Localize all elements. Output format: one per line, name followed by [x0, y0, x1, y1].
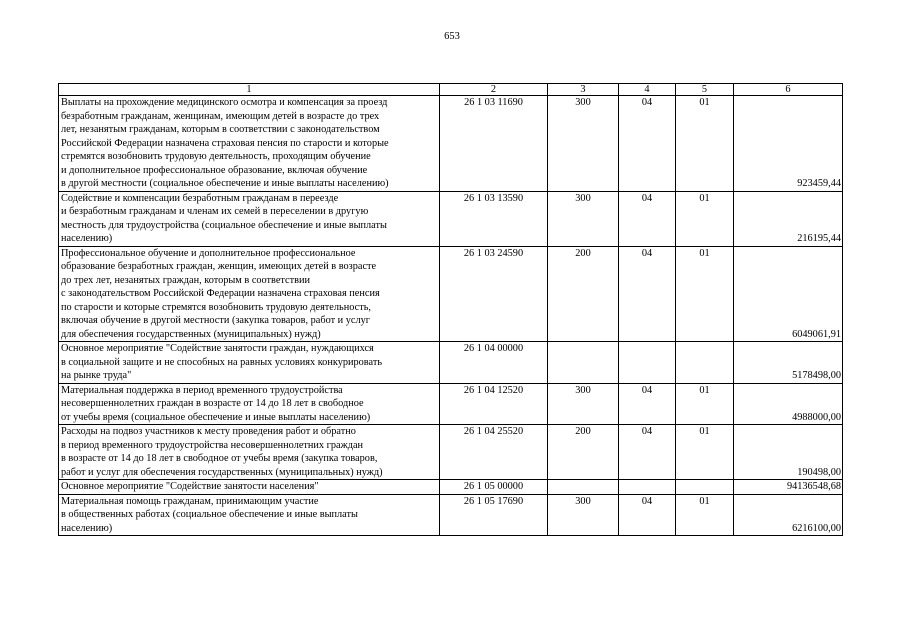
expense-name-line: для обеспечения государственных (муниципальных) нужд): [61, 328, 321, 340]
expense-name-cell: [59, 342, 440, 384]
expense-type-code-cell: [548, 480, 619, 495]
section-code-cell: 04: [619, 246, 676, 342]
table-row: [59, 494, 843, 536]
section-code-cell: [619, 342, 676, 384]
amount-cell: 216195,44: [734, 191, 843, 246]
expense-name-cell: [59, 191, 440, 246]
target-article-code-cell: 26 1 04 12520: [440, 383, 548, 425]
header-col-2: 2: [440, 84, 548, 96]
subsection-code-cell: 01: [676, 191, 734, 246]
subsection-code-cell: 01: [676, 425, 734, 480]
target-article-code-cell: 26 1 05 00000: [440, 480, 548, 495]
expense-name-line: и безработным гражданам и членам их семей в переселении в другую: [61, 206, 369, 217]
expense-name-line: от учебы время (социальное обеспечение и иные выплаты населению): [61, 411, 371, 423]
expense-name-line: Материальная помощь гражданам, принимающим участие: [61, 495, 319, 507]
expense-name-line: Основное мероприятие "Содействие занятости населения": [61, 481, 319, 492]
amount-cell: 190498,00: [734, 425, 843, 480]
page-number: 653: [444, 31, 460, 42]
budget-table: [58, 83, 843, 536]
expense-name-cell: [59, 383, 440, 425]
header-col-5: 5: [676, 84, 734, 96]
table-row: [59, 246, 843, 342]
expense-name-line: Расходы на подвоз участников к месту проведения работ и обратно: [61, 426, 356, 437]
expense-name-line: безработным гражданам, женщинам, имеющим детей в возрасте до трех: [61, 110, 380, 122]
expense-name-cell: [59, 425, 440, 480]
expense-name-line: по старости и которые стремятся возобновить трудовую деятельность,: [61, 301, 371, 313]
expense-type-code-cell: 300: [548, 494, 619, 536]
target-article-code-cell: 26 1 04 25520: [440, 425, 548, 480]
expense-type-code-cell: 300: [548, 96, 619, 192]
subsection-code-cell: 01: [676, 494, 734, 536]
table-row: [59, 480, 843, 495]
target-article-code-cell: 26 1 03 24590: [440, 246, 548, 342]
expense-type-code-cell: 300: [548, 383, 619, 425]
amount-cell: 6216100,00: [734, 494, 843, 536]
table-row: [59, 425, 843, 480]
header-col-6: 6: [734, 84, 843, 96]
expense-name-line: Российской Федерации назначена страховая пенсия по старости и которые: [61, 137, 389, 149]
expense-name-cell: [59, 96, 440, 192]
amount-cell: 94136548,68: [734, 480, 843, 495]
table-header-row: [59, 84, 843, 96]
amount-cell: 6049061,91: [734, 246, 843, 342]
expense-type-code-cell: 200: [548, 425, 619, 480]
expense-name-line: в общественных работах (социальное обеспечение и иные выплаты: [61, 509, 358, 520]
amount-cell: 5178498,00: [734, 342, 843, 384]
subsection-code-cell: [676, 342, 734, 384]
target-article-code-cell: 26 1 03 11690: [440, 96, 548, 192]
target-article-code-cell: 26 1 04 00000: [440, 342, 548, 384]
expense-name-line: с законодательством Российской Федерации назначена страховая пенсия: [61, 288, 380, 299]
header-col-3: 3: [548, 84, 619, 96]
expense-name-line: работ и услуг для обеспечения государственных (муниципальных) нужд): [61, 466, 383, 478]
expense-name-line: Основное мероприятие "Содействие занятости граждан, нуждающихся: [61, 343, 374, 354]
expense-name-line: образование безработных граждан, женщин, имеющих детей в возрасте: [61, 261, 377, 272]
expense-name-line: Выплаты на прохождение медицинского осмотра и компенсация за проезд: [61, 97, 388, 108]
expense-name-line: в период временного трудоустройства несовершеннолетних граждан: [61, 439, 364, 451]
table-row: [59, 96, 843, 192]
section-code-cell: 04: [619, 191, 676, 246]
subsection-code-cell: 01: [676, 383, 734, 425]
expense-type-code-cell: [548, 342, 619, 384]
expense-name-line: лет, незанятым гражданам, которым в соответствии с законодательством: [61, 124, 380, 135]
subsection-code-cell: [676, 480, 734, 495]
expense-name-cell: [59, 480, 440, 495]
expense-name-line: стремятся возобновить трудовую деятельность, проходящим обучение: [61, 151, 371, 162]
expense-name-line: населению): [61, 522, 113, 534]
expense-name-line: и дополнительное профессиональное образование, включая обучение: [61, 164, 368, 176]
expense-name-line: в другой местности (социальное обеспечение и иные выплаты населению): [61, 178, 389, 189]
amount-cell: 923459,44: [734, 96, 843, 192]
subsection-code-cell: 01: [676, 246, 734, 342]
section-code-cell: 04: [619, 96, 676, 192]
expense-name-line: Материальная поддержка в период временного трудоустройства: [61, 384, 343, 396]
target-article-code-cell: 26 1 03 13590: [440, 191, 548, 246]
expense-name-cell: [59, 494, 440, 536]
header-col-4: 4: [619, 84, 676, 96]
expense-name-line: до трех лет, незанятых граждан, которым в соответствии: [61, 274, 311, 286]
section-code-cell: 04: [619, 494, 676, 536]
expense-name-line: населению): [61, 233, 113, 244]
expense-name-line: местность для трудоустройства (социальное обеспечение и иные выплаты: [61, 219, 387, 231]
expense-name-line: Содействие и компенсации безработным гражданам в переезде: [61, 192, 339, 204]
expense-name-line: в социальной защите и не способных на равных условиях конкурировать: [61, 356, 383, 368]
expense-name-line: несовершеннолетних граждан в возрасте от 14 до 18 лет в свободное: [61, 398, 364, 409]
table-row: [59, 191, 843, 246]
section-code-cell: 04: [619, 425, 676, 480]
subsection-code-cell: 01: [676, 96, 734, 192]
target-article-code-cell: 26 1 05 17690: [440, 494, 548, 536]
section-code-cell: 04: [619, 383, 676, 425]
expense-name-cell: [59, 246, 440, 342]
expense-name-line: Профессиональное обучение и дополнительное профессиональное: [61, 247, 356, 259]
header-col-1: 1: [59, 84, 440, 96]
amount-cell: 4988000,00: [734, 383, 843, 425]
expense-name-line: на рынке труда": [61, 370, 132, 381]
budget-table-body: [59, 84, 843, 536]
expense-type-code-cell: 200: [548, 246, 619, 342]
section-code-cell: [619, 480, 676, 495]
table-row: [59, 383, 843, 425]
table-row: [59, 342, 843, 384]
expense-type-code-cell: 300: [548, 191, 619, 246]
expense-name-line: в возрасте от 14 до 18 лет в свободное от учебы время (закупка товаров,: [61, 453, 378, 464]
expense-name-line: включая обучение в другой местности (закупка товаров, работ и услуг: [61, 315, 370, 326]
